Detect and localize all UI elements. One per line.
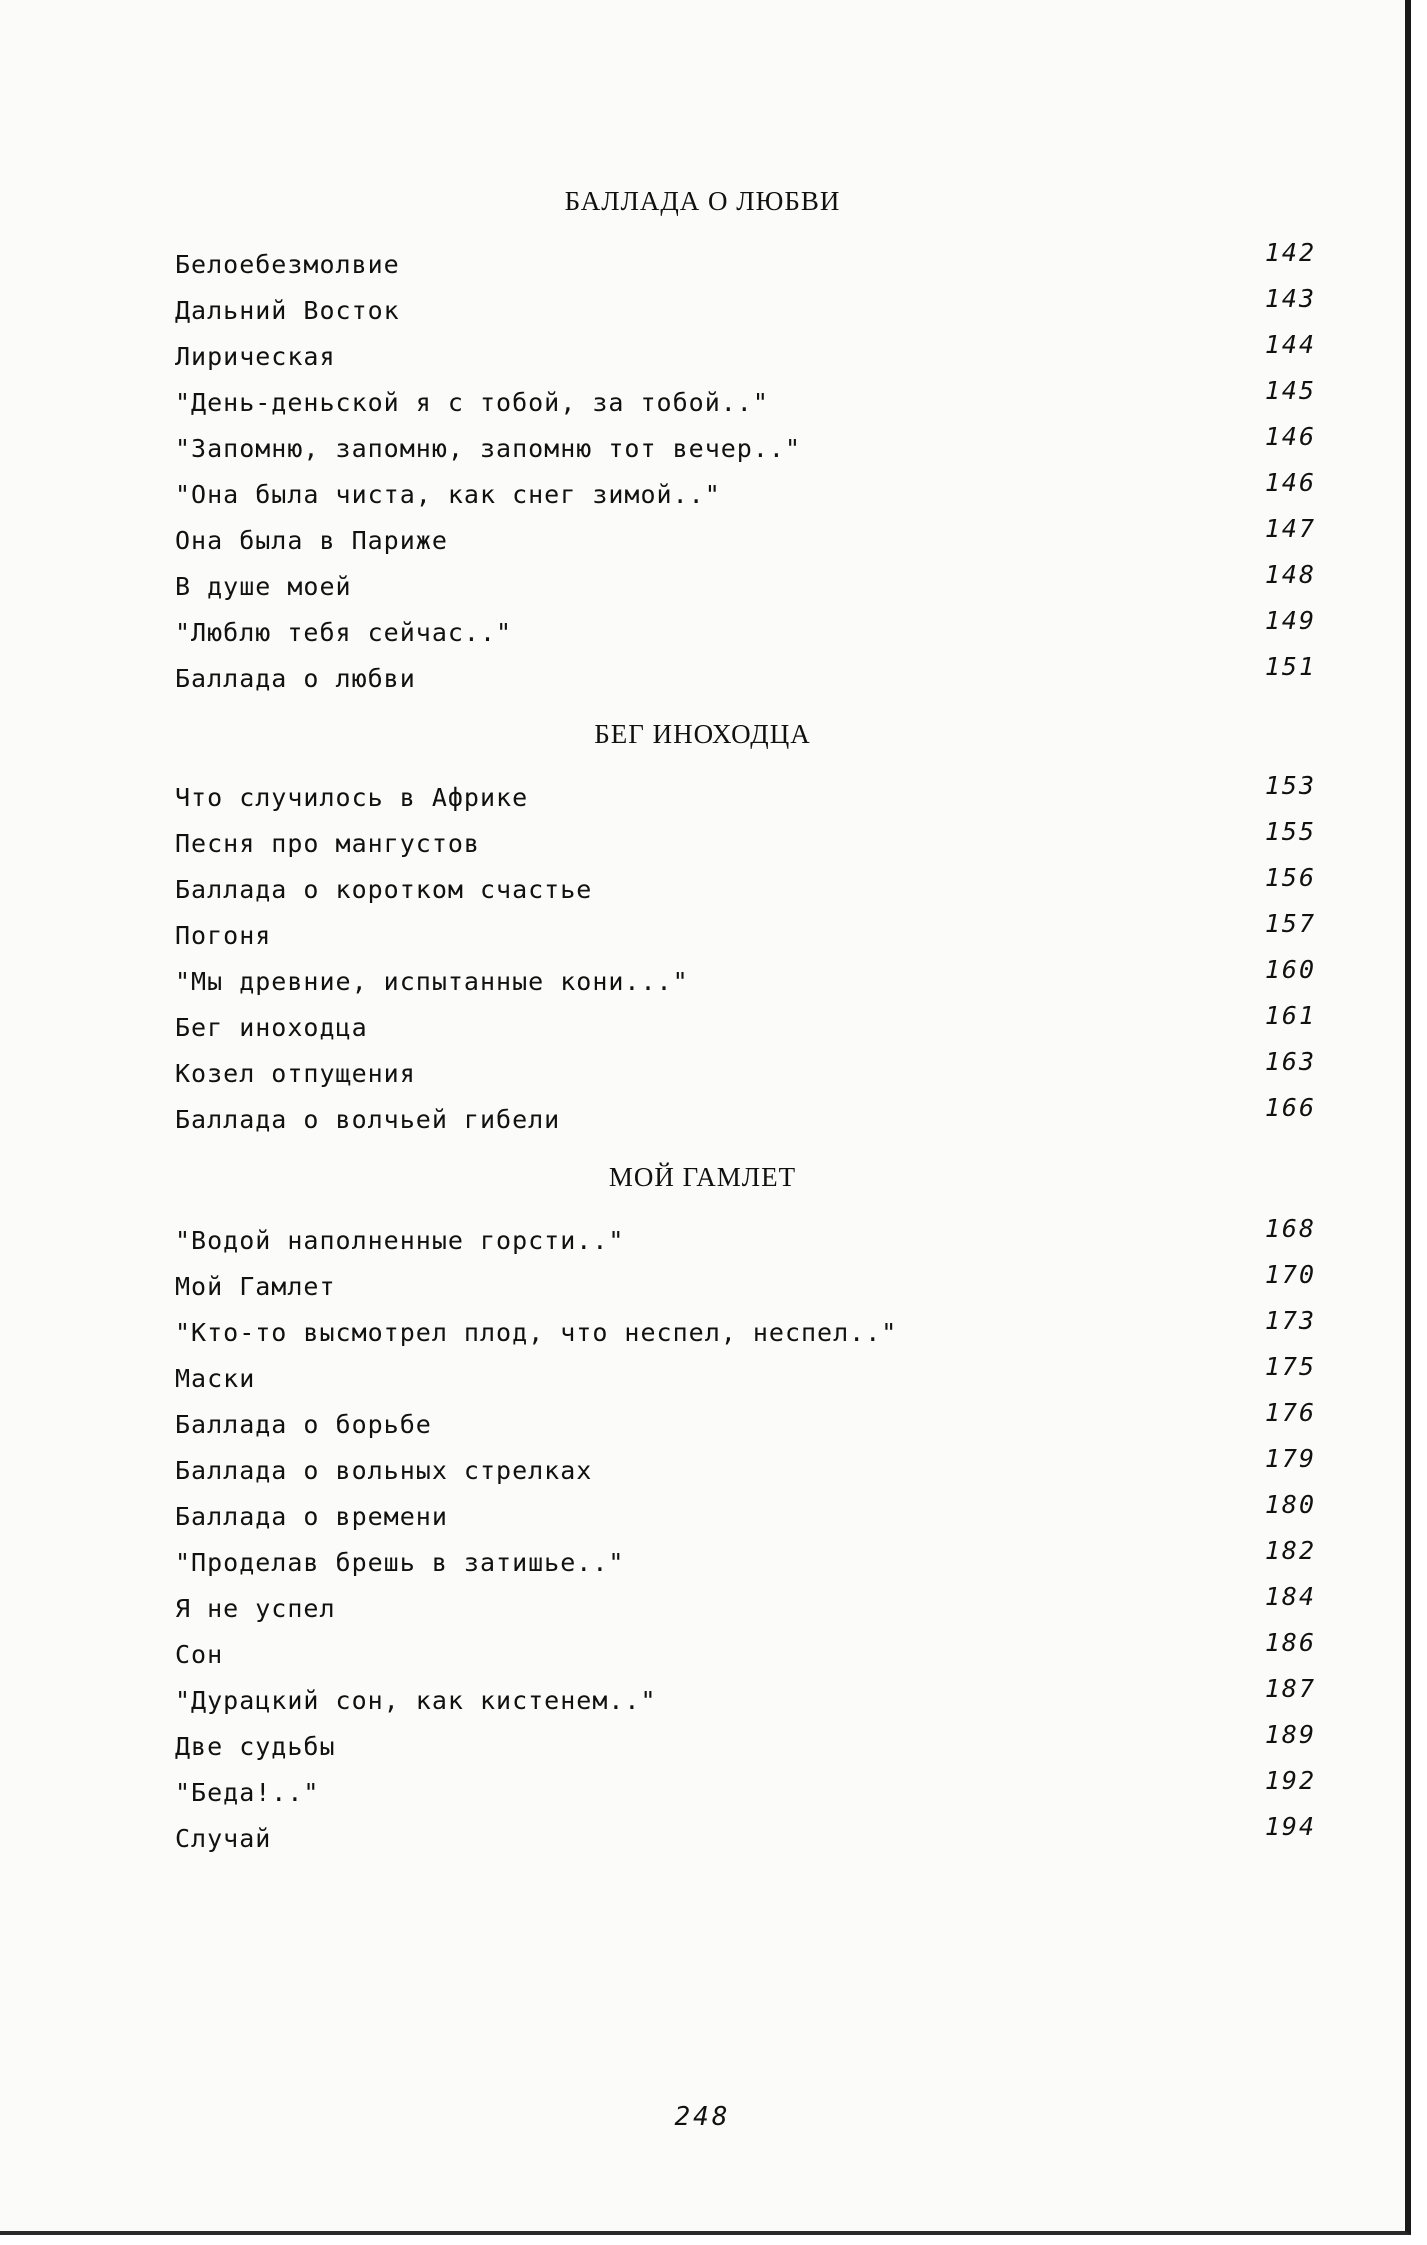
toc-entry <box>0 1352 1411 1408</box>
toc-entry-title: Случай <box>175 1824 272 1853</box>
toc-entry <box>0 1001 1411 1057</box>
toc-entry-title: Она была в Париже <box>175 526 448 555</box>
toc-entry <box>0 652 1411 708</box>
toc-entry-title: Маски <box>175 1364 256 1393</box>
toc-entry <box>0 1812 1411 1868</box>
toc-entry <box>0 468 1411 524</box>
toc-entry <box>0 909 1411 965</box>
toc-entry <box>0 817 1411 873</box>
toc-entry-page: 187 <box>1264 1674 1316 1703</box>
toc-entry-page: 146 <box>1264 422 1316 451</box>
section-title: МОЙ ГАМЛЕТ <box>608 1162 797 1192</box>
toc-entry-page: 142 <box>1264 238 1316 267</box>
toc-entry-page: 160 <box>1264 955 1316 984</box>
toc-entry <box>0 284 1411 340</box>
toc-entry <box>0 1260 1411 1316</box>
toc-entry <box>0 1674 1411 1730</box>
toc-entry-title: В душе моей <box>175 572 352 601</box>
toc-entry-title: Что случилось в Африке <box>175 783 529 812</box>
toc-entry-page: 143 <box>1264 284 1316 313</box>
toc-entry-page: 163 <box>1264 1047 1316 1076</box>
toc-entry-page: 184 <box>1264 1582 1316 1611</box>
toc-entry-title: Лирическая <box>175 342 336 371</box>
toc-entry-title: "Люблю тебя сейчас.." <box>175 618 513 647</box>
toc-entry-page: 146 <box>1264 468 1316 497</box>
toc-entry-title: Баллада о времени <box>175 1502 448 1531</box>
toc-entry <box>0 863 1411 919</box>
toc-entry-title: Бег иноходца <box>175 1013 368 1042</box>
toc-entry <box>0 514 1411 570</box>
toc-entry-page: 176 <box>1264 1398 1316 1427</box>
toc-entry-title: "Дурацкий сон, как кистенем.." <box>175 1686 657 1715</box>
toc-entry-page: 161 <box>1264 1001 1316 1030</box>
toc-entry <box>0 1398 1411 1454</box>
toc-entry <box>0 1720 1411 1776</box>
toc-entry-title: "Она была чиста, как снег зимой.." <box>175 480 721 509</box>
toc-entry <box>0 1582 1411 1638</box>
toc-entry-title: "День-деньской я с тобой, за тобой.." <box>175 388 769 417</box>
toc-entry-title: Белоебезмолвие <box>175 250 400 279</box>
toc-entry-title: Баллада о вольных стрелках <box>175 1456 593 1485</box>
toc-entry-title: Сон <box>175 1640 224 1669</box>
toc-entry-title: "Мы древние, испытанные кони..." <box>175 967 689 996</box>
toc-entry-title: Я не успел <box>175 1594 336 1623</box>
toc-entry-page: 189 <box>1264 1720 1316 1749</box>
toc-entry-title: "Беда!.." <box>175 1778 320 1807</box>
toc-entry <box>0 330 1411 386</box>
toc-entry-title: Погоня <box>175 921 272 950</box>
toc-entry <box>0 238 1411 294</box>
toc-entry-page: 170 <box>1264 1260 1316 1289</box>
toc-entry-title: Козел отпущения <box>175 1059 416 1088</box>
toc-entry <box>0 1047 1411 1103</box>
toc-entry-page: 153 <box>1264 771 1316 800</box>
toc-entry <box>0 1306 1411 1362</box>
toc-entry-page: 148 <box>1264 560 1316 589</box>
toc-entry <box>0 606 1411 662</box>
toc-entry <box>0 1093 1411 1149</box>
section-title: БАЛЛАДА О ЛЮБВИ <box>564 186 841 216</box>
toc-entry-page: 194 <box>1264 1812 1316 1841</box>
toc-entry-title: Баллада о коротком счастье <box>175 875 593 904</box>
toc-entry-page: 156 <box>1264 863 1316 892</box>
toc-entry <box>0 1444 1411 1500</box>
toc-entry <box>0 1536 1411 1592</box>
toc-entry <box>0 560 1411 616</box>
toc-entry-title: Баллада о волчьей гибели <box>175 1105 561 1134</box>
toc-entry-title: Песня про мангустов <box>175 829 480 858</box>
toc-entry-page: 192 <box>1264 1766 1316 1795</box>
toc-entry <box>0 1214 1411 1270</box>
toc-entry-title: Баллада о борьбе <box>175 1410 432 1439</box>
toc-entry-title: Мой Гамлет <box>175 1272 336 1301</box>
toc-entry-page: 157 <box>1264 909 1316 938</box>
toc-entry <box>0 422 1411 478</box>
toc-entry-page: 179 <box>1264 1444 1316 1473</box>
toc-entry-page: 186 <box>1264 1628 1316 1657</box>
toc-entry <box>0 1490 1411 1546</box>
page-number: 248 <box>674 2102 731 2132</box>
toc-entry-page: 155 <box>1264 817 1316 846</box>
section-title: БЕГ ИНОХОДЦА <box>594 719 811 749</box>
toc-entry-page: 180 <box>1264 1490 1316 1519</box>
toc-entry-title: Дальний Восток <box>175 296 400 325</box>
toc-entry-title: "Кто-то высмотрел плод, что неспел, неспел.." <box>175 1318 898 1347</box>
toc-entry-page: 168 <box>1264 1214 1316 1243</box>
toc-entry-page: 166 <box>1264 1093 1316 1122</box>
toc-entry-page: 173 <box>1264 1306 1316 1335</box>
toc-entry-title: Баллада о любви <box>175 664 416 693</box>
toc-entry-page: 182 <box>1264 1536 1316 1565</box>
toc-entry-page: 144 <box>1264 330 1316 359</box>
toc-entry <box>0 955 1411 1011</box>
toc-entry-title: Две судьбы <box>175 1732 336 1761</box>
toc-entry <box>0 1766 1411 1822</box>
toc-entry-title: "Проделав брешь в затишье.." <box>175 1548 625 1577</box>
toc-entry <box>0 1628 1411 1684</box>
toc-entry-page: 149 <box>1264 606 1316 635</box>
toc-entry-page: 145 <box>1264 376 1316 405</box>
toc-entry-title: "Водой наполненные горсти.." <box>175 1226 625 1255</box>
toc-entry <box>0 376 1411 432</box>
toc-entry-page: 151 <box>1264 652 1316 681</box>
toc-entry-page: 175 <box>1264 1352 1316 1381</box>
toc-entry <box>0 771 1411 827</box>
toc-entry-page: 147 <box>1264 514 1316 543</box>
toc-entry-title: "Запомню, запомню, запомню тот вечер.." <box>175 434 801 463</box>
